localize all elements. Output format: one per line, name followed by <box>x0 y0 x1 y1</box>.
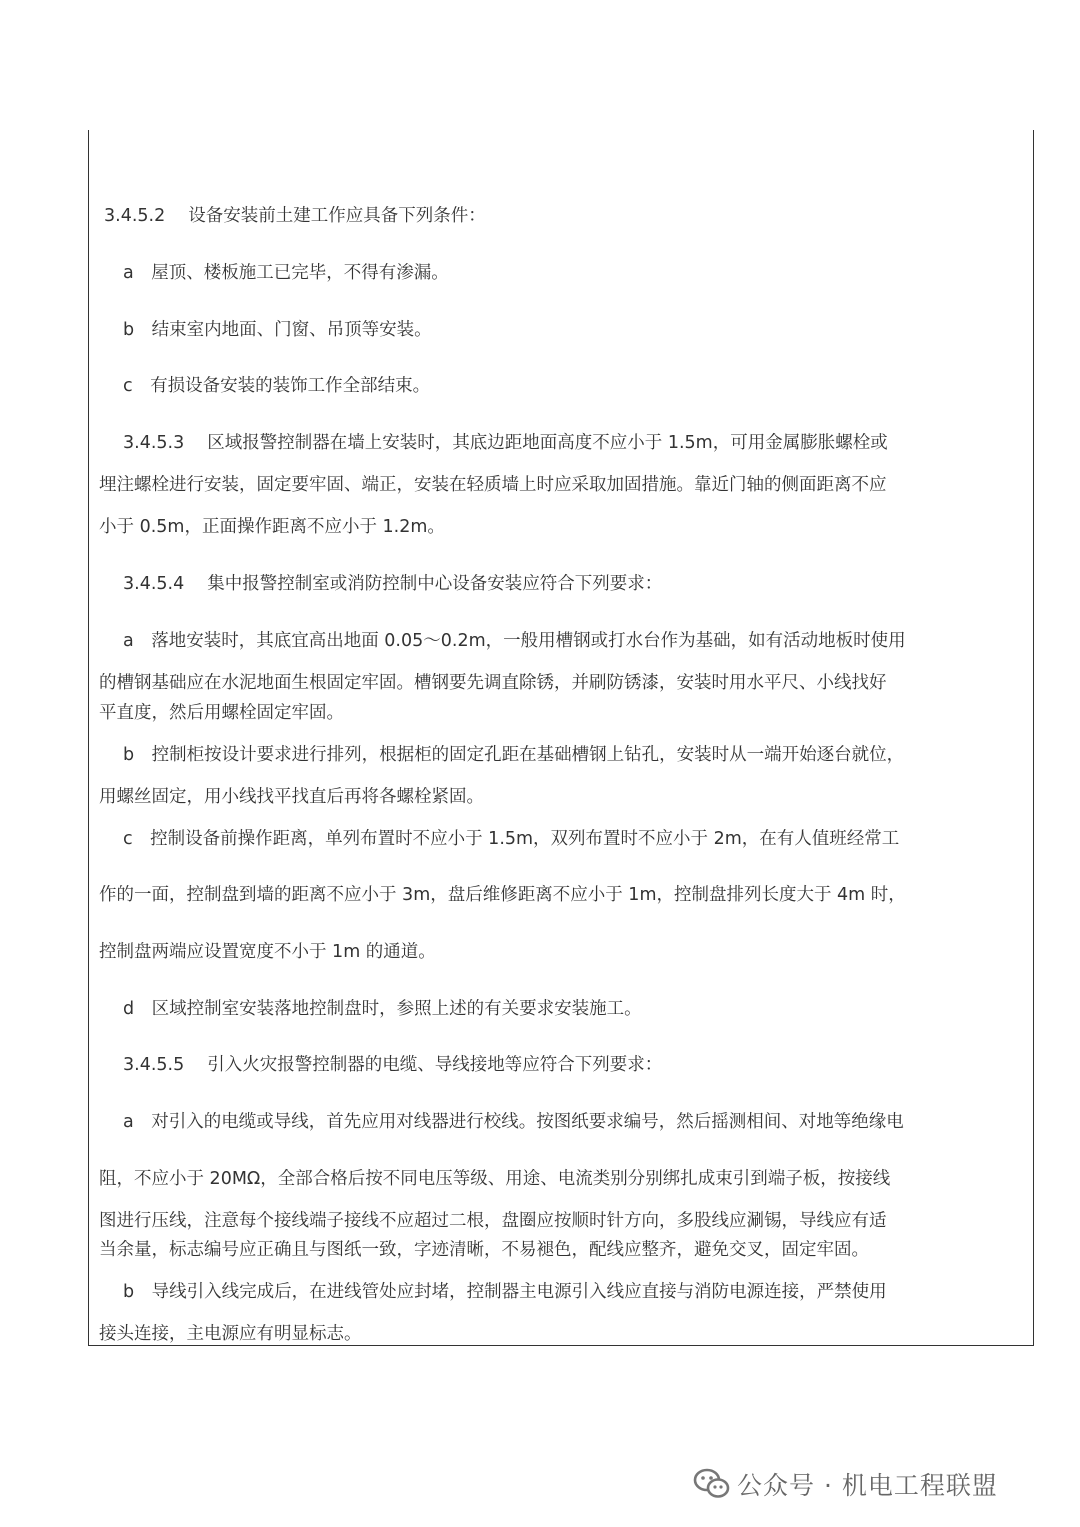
clause-3-4-5-4-c-line2: 作的一面，控制盘到墙的距离不应小于 3m，盘后维修距离不应小于 1m，控制盘排列长度大于 4m 时， <box>99 885 906 905</box>
clause-3-4-5-3-line2: 埋注螺栓进行安装，固定要牢固、端正，安装在轻质墙上时应采取加固措施。靠近门轴的侧面距离不应 <box>99 475 887 495</box>
clause-3-4-5-3-line1: 3.4.5.3 区域报警控制器在墙上安装时，其底边距地面高度不应小于 1.5m，可用金属膨胀螺栓或 <box>123 433 888 453</box>
watermark <box>693 1462 1053 1506</box>
clause-3-4-5-2-heading: 3.4.5.2 设备安装前土建工作应具备下列条件： <box>104 206 486 226</box>
clause-item-c: c 有损设备安装的装饰工作全部结束。 <box>123 376 431 396</box>
clause-item-b: b 结束室内地面、门窗、吊顶等安装。 <box>123 320 432 340</box>
clause-3-4-5-5-heading: 3.4.5.5 引入火灾报警控制器的电缆、导线接地等应符合下列要求： <box>123 1055 663 1075</box>
wechat-icon <box>693 1468 731 1500</box>
clause-3-4-5-4-a-line3: 平直度，然后用螺栓固定牢固。 <box>99 703 344 723</box>
clause-3-4-5-4-b-line1: b 控制柜按设计要求进行排列，根据柜的固定孔距在基础槽钢上钻孔，安装时从一端开始逐台就位， <box>123 745 905 765</box>
clause-3-4-5-3-line3: 小于 0.5m，正面操作距离不应小于 1.2m。 <box>99 517 445 537</box>
clause-3-4-5-5-a-line1: a 对引入的电缆或导线，首先应用对线器进行校线。按图纸要求编号，然后摇测相间、对地等绝缘电 <box>123 1112 904 1132</box>
watermark-text: 公众号 · 机电工程联盟 <box>737 1471 998 1500</box>
clause-3-4-5-5-a-line3: 图进行压线，注意每个接线端子接线不应超过二根，盘圈应按顺时针方向，多股线应涮锡，导线应有适 <box>99 1211 887 1231</box>
clause-3-4-5-5-b-line1: b 导线引入线完成后，在进线管处应封堵，控制器主电源引入线应直接与消防电源连接，严禁使用 <box>123 1282 887 1302</box>
clause-3-4-5-4-b-line2: 用螺丝固定，用小线找平找直后再将各螺栓紧固。 <box>99 787 484 807</box>
clause-3-4-5-5-a-line2: 阻，不应小于 20MΩ，全部合格后按不同电压等级、用途、电流类别分别绑扎成束引到端子板，按接线 <box>99 1169 891 1189</box>
document-frame <box>88 130 1034 1346</box>
clause-3-4-5-4-d: d 区域控制室安装落地控制盘时，参照上述的有关要求安装施工。 <box>123 999 642 1019</box>
clause-3-4-5-4-a-line2: 的槽钢基础应在水泥地面生根固定牢固。槽钢要先调直除锈，并刷防锈漆，安装时用水平尺、小线找好 <box>99 673 887 693</box>
clause-3-4-5-4-heading: 3.4.5.4 集中报警控制室或消防控制中心设备安装应符合下列要求： <box>123 574 663 594</box>
clause-3-4-5-4-a-line1: a 落地安装时，其底宜高出地面 0.05～0.2m，一般用槽钢或打水台作为基础，如有活动地板时使用 <box>123 631 906 651</box>
clause-3-4-5-5-a-line4: 当余量，标志编号应正确且与图纸一致，字迹清晰，不易褪色，配线应整齐，避免交叉，固定牢固。 <box>99 1240 869 1260</box>
clause-3-4-5-5-b-line2: 接头连接，主电源应有明显标志。 <box>99 1324 362 1344</box>
clause-item-a: a 屋顶、楼板施工已完毕，不得有渗漏。 <box>123 263 449 283</box>
clause-3-4-5-4-c-line1: c 控制设备前操作距离，单列布置时不应小于 1.5m，双列布置时不应小于 2m，在有人值班经常工 <box>123 829 900 849</box>
clause-3-4-5-4-c-line3: 控制盘两端应设置宽度不小于 1m 的通道。 <box>99 942 436 962</box>
